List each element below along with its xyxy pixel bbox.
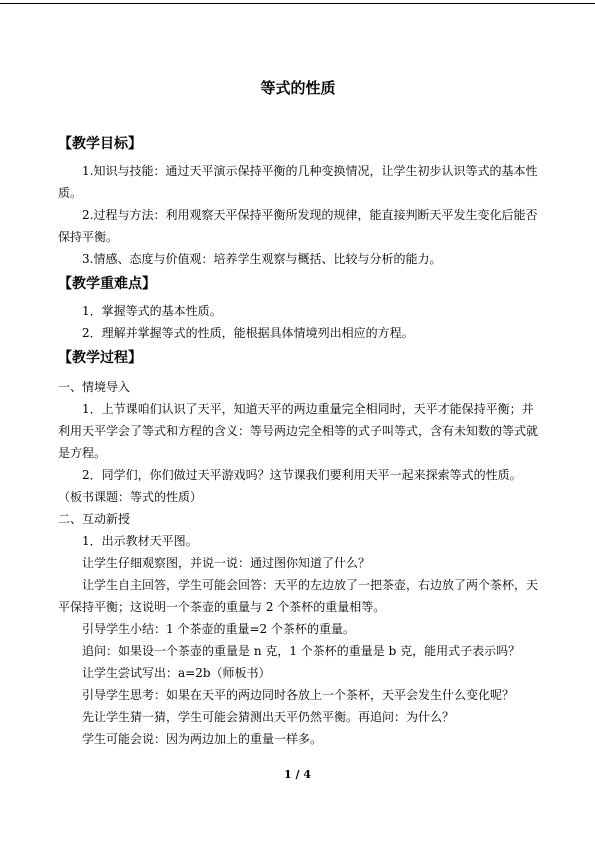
process-para-7: 追问：如果设一个茶壶的重量是 n 克，1 个茶杯的重量是 b 克，能用式子表示吗？ bbox=[82, 644, 521, 658]
process-para-5: 让学生自主回答，学生可能会回答：天平的左边放了一把茶壶，右边放了两个茶杯，天平保持平衡；这说明一个茶壶的重量与 2 个茶杯的重量相等。 bbox=[58, 578, 539, 614]
page-number: 1 / 4 bbox=[284, 768, 311, 781]
process-para-6: 引导学生小结：1 个茶壶的重量=2 个茶杯的重量。 bbox=[82, 622, 355, 636]
subheading-new: 二、互动新授 bbox=[58, 512, 131, 526]
keypoint-item-2: 2．理解并掌握等式的性质，能根据具体情境列出相应的方程。 bbox=[82, 326, 414, 340]
goal-item-3: 3.情感、态度与价值观：培养学生观察与概括、比较与分析的能力。 bbox=[82, 252, 442, 266]
process-para-4: 让学生仔细观察图，并说一说：通过图你知道了什么？ bbox=[82, 556, 371, 570]
process-para-3: 1．出示教材天平图。 bbox=[82, 534, 198, 548]
process-para-1: 1．上节课咱们认识了天平，知道天平的两边重量完全相同时，天平才能保持平衡；并利用天平学会了等式和方程的含义：等号两边完全相等的式子叫等式，含有未知数的等式就是方程。 bbox=[58, 402, 539, 460]
process-para-10: 先让学生猜一猜，学生可能会猜测出天平仍然平衡。再追问：为什么？ bbox=[82, 710, 455, 724]
goal-item-2: 2.过程与方法：利用观察天平保持平衡所发现的规律，能直接判断天平发生变化后能否保持平衡。 bbox=[58, 208, 538, 244]
process-para-9: 引导学生思考：如果在天平的两边同时各放上一个茶杯，天平会发生什么变化呢？ bbox=[82, 688, 515, 702]
process-para-2: 2．同学们，你们做过天平游戏吗？这节课我们要利用天平一起来探索等式的性质。（板书课题：等式的性质） bbox=[58, 468, 522, 504]
document-title: 等式的性质 bbox=[260, 79, 336, 97]
section-heading-goals: 【教学目标】 bbox=[58, 136, 142, 152]
subheading-intro: 一、情境导入 bbox=[58, 380, 131, 394]
process-para-11: 学生可能会说：因为两边加上的重量一样多。 bbox=[82, 732, 323, 746]
process-para-8: 让学生尝试写出：a=2b（师板书） bbox=[82, 666, 271, 680]
keypoint-item-1: 1．掌握等式的基本性质。 bbox=[82, 304, 222, 318]
goal-item-1: 1.知识与技能：通过天平演示保持平衡的几种变换情况，让学生初步认识等式的基本性质。 bbox=[58, 164, 538, 200]
section-heading-keypoints: 【教学重难点】 bbox=[58, 276, 156, 292]
top-rule bbox=[0, 3, 595, 4]
section-heading-process: 【教学过程】 bbox=[58, 350, 142, 366]
